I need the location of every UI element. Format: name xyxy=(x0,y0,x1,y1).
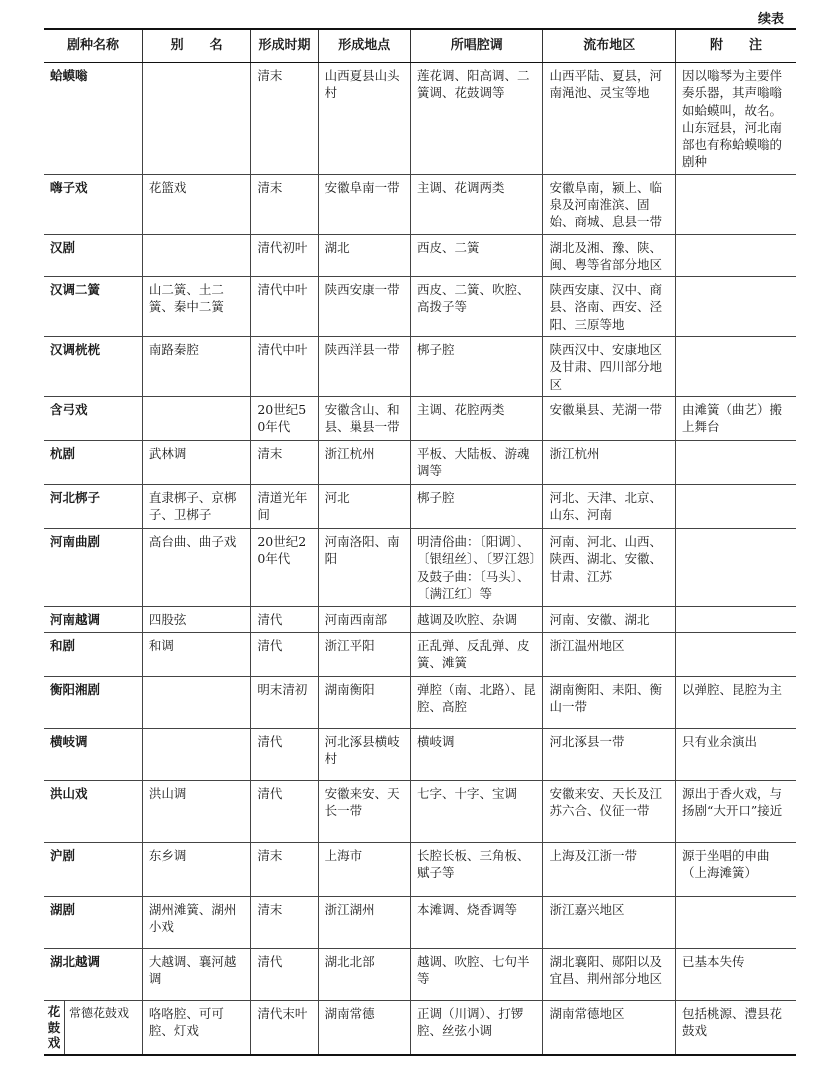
cell-alias xyxy=(142,729,250,781)
cell-notes: 源于坐唱的申曲（上海滩簧） xyxy=(675,843,796,897)
cell-name: 湖北越调 xyxy=(44,949,142,1001)
table-row xyxy=(44,949,796,1001)
cell-notes xyxy=(675,174,796,234)
cell-alias xyxy=(142,677,250,729)
cell-notes xyxy=(675,234,796,277)
cell-place: 浙江平阳 xyxy=(318,633,410,677)
cell-place: 湖北北部 xyxy=(318,949,410,1001)
cell-place: 河南西南部 xyxy=(318,607,410,633)
table-row xyxy=(44,529,796,607)
cell-notes: 因以嗡琴为主要伴奏乐器，其声嗡嗡如蛤蟆叫，故名。山东冠县，河北南部也有称蛤蟆嗡的剧种 xyxy=(675,63,796,175)
table-row xyxy=(44,441,796,485)
cell-place: 陕西洋县一带 xyxy=(318,337,410,397)
cell-notes xyxy=(675,337,796,397)
cell-notes: 以弹腔、昆腔为主 xyxy=(675,677,796,729)
cell-notes: 由滩簧（曲艺）搬上舞台 xyxy=(675,397,796,441)
cell-tunes: 正调（川调）、打锣腔、丝弦小调 xyxy=(410,1001,543,1055)
cell-distribution: 湖南衡阳、耒阳、衡山一带 xyxy=(543,677,676,729)
table-row xyxy=(44,677,796,729)
cell-name: 汉剧 xyxy=(44,234,142,277)
cell-place: 浙江湖州 xyxy=(318,897,410,949)
cell-period: 清代中叶 xyxy=(251,337,318,397)
cell-name: 嗨子戏 xyxy=(44,174,142,234)
cell-period: 清末 xyxy=(251,174,318,234)
table-row xyxy=(44,397,796,441)
cell-tunes: 梆子腔 xyxy=(410,337,543,397)
cell-period: 清代 xyxy=(251,781,318,843)
cell-distribution: 安徽阜南，颍上、临泉及河南淮滨、固始、商城、息县一带 xyxy=(543,174,676,234)
cell-distribution: 河北涿县一带 xyxy=(543,729,676,781)
cell-name: 横岐调 xyxy=(44,729,142,781)
cell-tunes: 长腔长板、三角板、赋子等 xyxy=(410,843,543,897)
cell-place: 上海市 xyxy=(318,843,410,897)
header-notes: 附 注 xyxy=(675,29,796,63)
cell-tunes: 越调及吹腔、杂调 xyxy=(410,607,543,633)
cell-tunes: 平板、大陆板、游魂调等 xyxy=(410,441,543,485)
cell-name: 常德花鼓戏 xyxy=(69,1006,130,1020)
cell-period: 清代末叶 xyxy=(251,1001,318,1055)
cell-distribution: 浙江嘉兴地区 xyxy=(543,897,676,949)
cell-tunes: 正乱弹、反乱弹、皮簧、滩簧 xyxy=(410,633,543,677)
cell-alias: 东乡调 xyxy=(142,843,250,897)
cell-place: 安徽来安、天长一带 xyxy=(318,781,410,843)
cell-notes: 只有业余演出 xyxy=(675,729,796,781)
cell-notes xyxy=(675,441,796,485)
cell-period: 清代 xyxy=(251,729,318,781)
cell-distribution: 陕西汉中、安康地区及甘肃、四川部分地区 xyxy=(543,337,676,397)
cell-place: 浙江杭州 xyxy=(318,441,410,485)
cell-tunes: 西皮、二簧、吹腔、高拨子等 xyxy=(410,277,543,337)
cell-notes xyxy=(675,633,796,677)
cell-distribution: 湖北襄阳、郧阳以及宜昌、荆州部分地区 xyxy=(543,949,676,1001)
header-name: 剧种名称 xyxy=(44,29,142,63)
cell-place: 河南洛阳、南阳 xyxy=(318,529,410,607)
cell-period: 清末 xyxy=(251,63,318,175)
cell-place: 安徽阜南一带 xyxy=(318,174,410,234)
cell-period: 清代 xyxy=(251,607,318,633)
cell-distribution: 安徽巢县、芜湖一带 xyxy=(543,397,676,441)
cell-alias: 花篮戏 xyxy=(142,174,250,234)
cell-name: 汉调二簧 xyxy=(44,277,142,337)
cell-alias: 高台曲、曲子戏 xyxy=(142,529,250,607)
cell-period: 清道光年间 xyxy=(251,485,318,529)
cell-tunes: 明清俗曲：〔阳调〕、〔银纽丝〕、〔罗江怨〕及鼓子曲：〔马头〕、〔满江红〕等 xyxy=(410,529,543,607)
cell-distribution: 安徽来安、天长及江苏六合、仪征一带 xyxy=(543,781,676,843)
cell-notes: 已基本失传 xyxy=(675,949,796,1001)
table-row xyxy=(44,174,796,234)
cell-alias xyxy=(142,397,250,441)
cell-distribution: 湖北及湘、豫、陕、闽、粤等省部分地区 xyxy=(543,234,676,277)
cell-name: 洪山戏 xyxy=(44,781,142,843)
cell-name: 湖剧 xyxy=(44,897,142,949)
table-row xyxy=(44,1001,796,1055)
table-body xyxy=(44,63,796,1055)
cell-period: 20世纪50年代 xyxy=(251,397,318,441)
cell-tunes: 主调、花腔两类 xyxy=(410,397,543,441)
opera-genre-table xyxy=(44,28,796,1056)
cell-name: 河北梆子 xyxy=(44,485,142,529)
table-row xyxy=(44,897,796,949)
group-label: 花鼓戏 xyxy=(44,1001,65,1054)
cell-alias: 湖州滩簧、湖州小戏 xyxy=(142,897,250,949)
cell-distribution: 湖南常德地区 xyxy=(543,1001,676,1055)
header-distribution: 流布地区 xyxy=(543,29,676,63)
cell-distribution: 河南、安徽、湖北 xyxy=(543,607,676,633)
cell-notes xyxy=(675,607,796,633)
cell-place: 陕西安康一带 xyxy=(318,277,410,337)
cell-tunes: 西皮、二簧 xyxy=(410,234,543,277)
cell-alias: 武林调 xyxy=(142,441,250,485)
cell-period: 清代 xyxy=(251,949,318,1001)
table-row xyxy=(44,781,796,843)
cell-name: 含弓戏 xyxy=(44,397,142,441)
cell-alias: 大越调、襄河越调 xyxy=(142,949,250,1001)
cell-distribution: 河南、河北、山西、陕西、湖北、安徽、甘肃、江苏 xyxy=(543,529,676,607)
cell-alias xyxy=(142,63,250,175)
cell-period: 清代中叶 xyxy=(251,277,318,337)
cell-period: 明末清初 xyxy=(251,677,318,729)
cell-notes xyxy=(675,485,796,529)
cell-alias: 山二簧、土二簧、秦中二簧 xyxy=(142,277,250,337)
cell-name-group xyxy=(44,1001,142,1055)
cell-period: 清末 xyxy=(251,843,318,897)
cell-distribution: 山西平陆、夏县，河南渑池、灵宝等地 xyxy=(543,63,676,175)
continued-label: 续表 xyxy=(757,12,784,27)
table-row xyxy=(44,277,796,337)
cell-alias: 咯咯腔、可可腔、灯戏 xyxy=(142,1001,250,1055)
cell-place: 湖北 xyxy=(318,234,410,277)
cell-name: 衡阳湘剧 xyxy=(44,677,142,729)
cell-name: 和剧 xyxy=(44,633,142,677)
cell-notes xyxy=(675,897,796,949)
header-period: 形成时期 xyxy=(251,29,318,63)
cell-place: 河北涿县横岐村 xyxy=(318,729,410,781)
cell-place: 湖南衡阳 xyxy=(318,677,410,729)
table-header-row xyxy=(44,29,796,63)
cell-notes: 源出于香火戏，与扬剧“大开口”接近 xyxy=(675,781,796,843)
cell-name: 蛤蟆嗡 xyxy=(44,63,142,175)
cell-alias: 四股弦 xyxy=(142,607,250,633)
cell-distribution: 陕西安康、汉中、商县、洛南、西安、泾阳、三原等地 xyxy=(543,277,676,337)
cell-notes xyxy=(675,529,796,607)
cell-alias: 南路秦腔 xyxy=(142,337,250,397)
table-row xyxy=(44,729,796,781)
cell-place: 山西夏县山头村 xyxy=(318,63,410,175)
cell-tunes: 梆子腔 xyxy=(410,485,543,529)
cell-tunes: 越调、吹腔、七句半等 xyxy=(410,949,543,1001)
table-row xyxy=(44,843,796,897)
table-row xyxy=(44,337,796,397)
header-tunes: 所唱腔调 xyxy=(410,29,543,63)
table-row xyxy=(44,633,796,677)
cell-distribution: 浙江杭州 xyxy=(543,441,676,485)
cell-name: 汉调桄桄 xyxy=(44,337,142,397)
cell-period: 20世纪20年代 xyxy=(251,529,318,607)
cell-name: 沪剧 xyxy=(44,843,142,897)
table-row xyxy=(44,485,796,529)
cell-distribution: 上海及江浙一带 xyxy=(543,843,676,897)
cell-alias: 和调 xyxy=(142,633,250,677)
table-row xyxy=(44,607,796,633)
cell-name: 河南曲剧 xyxy=(44,529,142,607)
cell-notes xyxy=(675,277,796,337)
header-place: 形成地点 xyxy=(318,29,410,63)
cell-distribution: 河北、天津、北京、山东、河南 xyxy=(543,485,676,529)
cell-period: 清末 xyxy=(251,441,318,485)
cell-alias: 直隶梆子、京梆子、卫梆子 xyxy=(142,485,250,529)
cell-place: 湖南常德 xyxy=(318,1001,410,1055)
table-row xyxy=(44,63,796,175)
cell-tunes: 莲花调、阳高调、二簧调、花鼓调等 xyxy=(410,63,543,175)
cell-tunes: 横岐调 xyxy=(410,729,543,781)
cell-tunes: 本滩调、烧香调等 xyxy=(410,897,543,949)
cell-name: 河南越调 xyxy=(44,607,142,633)
cell-tunes: 七字、十字、宝调 xyxy=(410,781,543,843)
cell-distribution: 浙江温州地区 xyxy=(543,633,676,677)
cell-place: 河北 xyxy=(318,485,410,529)
cell-period: 清代 xyxy=(251,633,318,677)
cell-period: 清代初叶 xyxy=(251,234,318,277)
cell-name: 杭剧 xyxy=(44,441,142,485)
cell-tunes: 弹腔（南、北路）、昆腔、高腔 xyxy=(410,677,543,729)
cell-tunes: 主调、花调两类 xyxy=(410,174,543,234)
cell-place: 安徽含山、和县、巢县一带 xyxy=(318,397,410,441)
cell-alias: 洪山调 xyxy=(142,781,250,843)
table-row xyxy=(44,234,796,277)
cell-notes: 包括桃源、澧县花鼓戏 xyxy=(675,1001,796,1055)
cell-period: 清末 xyxy=(251,897,318,949)
cell-alias xyxy=(142,234,250,277)
header-alias: 别 名 xyxy=(142,29,250,63)
